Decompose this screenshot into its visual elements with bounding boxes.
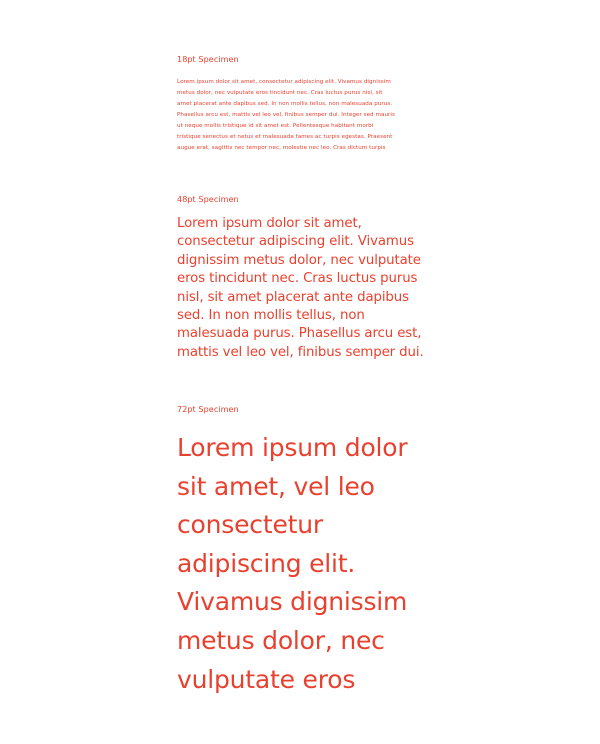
text-line: malesuada purus. Phasellus arcu est,	[177, 326, 422, 342]
text-line: metus dolor, nec vulputate eros tincidunt nec. Cras luctus purus nisl, sit	[177, 90, 383, 96]
specimen-72pt	[177, 405, 427, 699]
text-line: sed. In non mollis tellus, non	[177, 308, 365, 324]
specimen-label: 72pt Specimen	[177, 405, 239, 414]
text-line: consectetur adipiscing elit. Vivamus	[177, 234, 414, 250]
specimen-label: 18pt Specimen	[177, 55, 239, 64]
text-line: dignissim metus dolor, nec vulputate	[177, 252, 421, 268]
text-line: Lorem ipsum dolor sit amet, consectetur adipiscing elit. Vivamus dignissim	[177, 79, 391, 85]
text-line: adipiscing elit.	[177, 548, 356, 578]
text-line: Lorem ipsum dolor	[177, 433, 408, 462]
specimen-body	[177, 429, 427, 699]
text-line: tristique senectus et netus et malesuada fames ac turpis egestas. Praesent	[177, 134, 393, 140]
text-line: metus dolor, nec	[177, 625, 385, 655]
text-line: consectetur	[177, 510, 323, 540]
specimen-label: 48pt Specimen	[177, 195, 239, 204]
text-line: sit amet, vel leo	[177, 471, 375, 501]
text-line: amet placerat ante dapibus sed. In non mollis tellus, non malesuada purus.	[177, 101, 393, 107]
specimen-body	[177, 215, 427, 362]
text-line: ut neque mollis tristique id sit amet est. Pellentesque habitant morbi	[177, 123, 374, 129]
text-line: vulputate eros	[177, 664, 356, 694]
text-line: Vivamus dignissim	[177, 587, 408, 617]
text-line: eros tincidunt nec. Cras luctus purus	[177, 271, 418, 287]
text-line: nisl, sit amet placerat ante dapibus	[177, 289, 409, 305]
text-line: Phasellus arcu est, mattis vel leo vel, finibus semper dui. Integer sed mauris	[177, 112, 395, 118]
text-line: mattis vel leo vel, finibus semper dui.	[177, 344, 424, 360]
specimen-body	[177, 77, 427, 154]
text-line: augue erat, sagittis nec tempor nec, molestie nec leo. Cras dictum turpis	[177, 145, 386, 151]
text-line: Lorem ipsum dolor sit amet,	[177, 216, 362, 231]
specimen-48pt	[177, 195, 427, 362]
specimen-18pt	[177, 55, 427, 154]
